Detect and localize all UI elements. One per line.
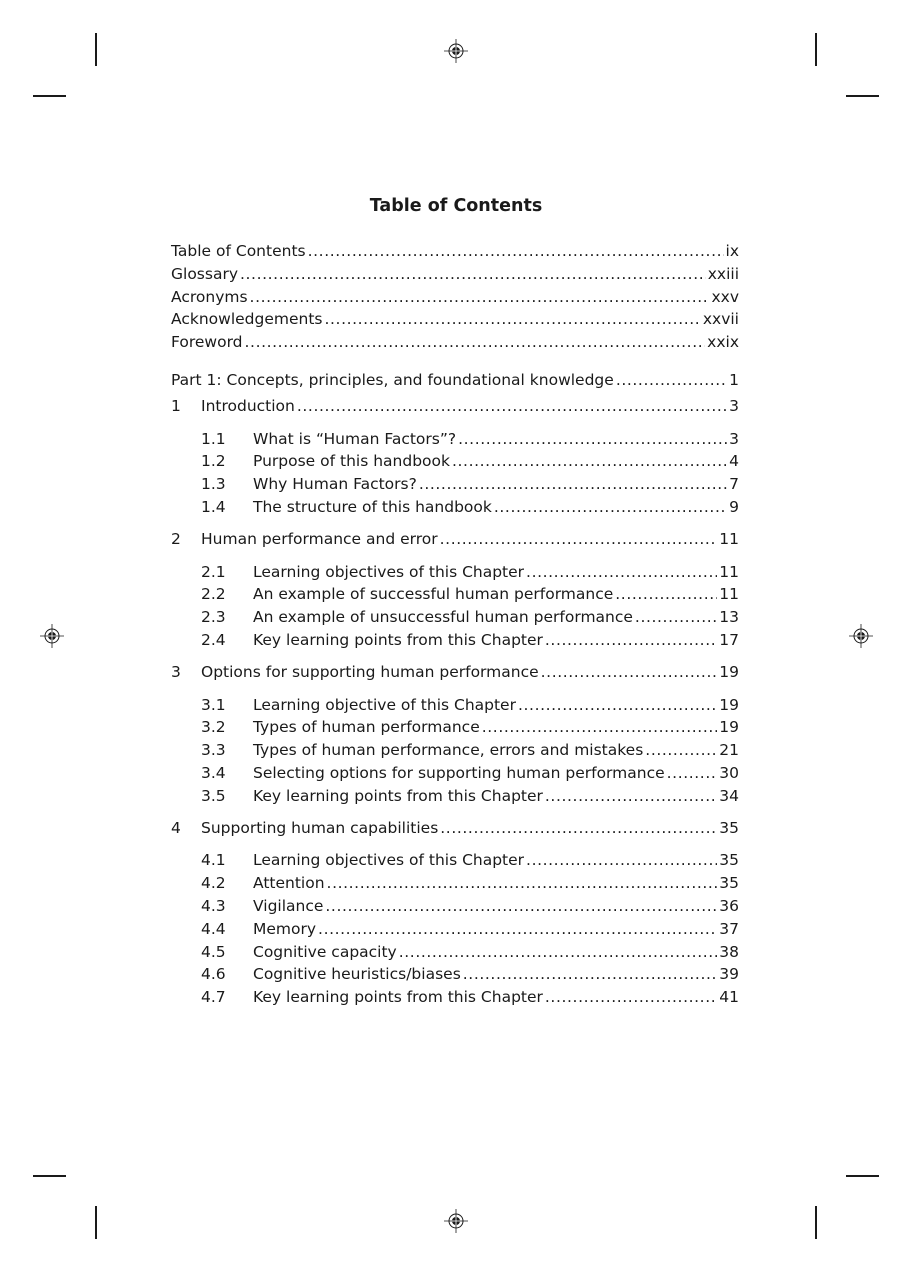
toc-entry-label: Learning objectives of this Chapter (253, 562, 525, 581)
toc-section-entry[interactable] (171, 716, 739, 739)
toc-entry-label: Foreword (171, 333, 243, 352)
leader-dots (545, 986, 717, 1009)
leader-dots (545, 629, 717, 652)
toc-entry-label: Types of human performance, errors and mistakes (253, 741, 644, 760)
toc-entry-label: The structure of this handbook (253, 497, 492, 516)
toc-section-entry[interactable] (171, 849, 739, 872)
toc-entry-label: Why Human Factors? (253, 475, 417, 494)
section-number: 1.2 (201, 452, 226, 471)
toc-section-entry[interactable] (171, 694, 739, 717)
crop-mark (33, 95, 66, 97)
toc-entry-page: 30 (719, 763, 739, 782)
toc-entry-page: 38 (719, 942, 739, 961)
toc-entry-label: An example of unsuccessful human performance (253, 608, 633, 627)
section-number: 4.1 (201, 851, 226, 870)
section-number: 3.1 (201, 695, 226, 714)
toc-section-entry[interactable] (171, 785, 739, 808)
toc-section-entry[interactable] (171, 986, 739, 1009)
leader-dots (440, 528, 718, 551)
section-number: 4.5 (201, 942, 226, 961)
leader-dots (645, 739, 717, 762)
toc-entry-page: 3 (729, 396, 739, 415)
front-matter-list (171, 240, 739, 354)
section-number: 1.4 (201, 497, 226, 516)
section-number: 1.1 (201, 429, 226, 448)
section-number: 3.4 (201, 763, 226, 782)
toc-entry-page: 11 (719, 562, 739, 581)
chapter-number: 2 (171, 529, 181, 548)
leader-dots (545, 785, 717, 808)
toc-entry-page: 36 (719, 896, 739, 915)
toc-entry-page: 11 (719, 585, 739, 604)
toc-entry-label: What is “Human Factors”? (253, 429, 457, 448)
section-number: 3.5 (201, 786, 226, 805)
toc-entry-page: 19 (719, 718, 739, 737)
toc-section-entry[interactable] (171, 606, 739, 629)
leader-dots (526, 561, 717, 584)
toc-section-entry[interactable] (171, 918, 739, 941)
toc-section-entry[interactable] (171, 872, 739, 895)
toc-entry-label: Cognitive capacity (253, 942, 397, 961)
crop-mark (846, 1175, 879, 1177)
toc-entry-page: 17 (719, 630, 739, 649)
toc-entry[interactable] (171, 263, 739, 286)
table-of-contents (171, 240, 739, 1009)
toc-entry-label: Types of human performance (253, 718, 480, 737)
section-number: 4.2 (201, 874, 226, 893)
toc-entry-label: Glossary (171, 264, 238, 283)
section-number: 1.3 (201, 475, 226, 494)
toc-entry-label: Cognitive heuristics/biases (253, 965, 461, 984)
section-number: 2.2 (201, 585, 226, 604)
toc-entry-page: 4 (729, 452, 739, 471)
toc-entry-label: Options for supporting human performance (201, 662, 539, 681)
toc-section-entry[interactable] (171, 450, 739, 473)
crop-mark (815, 33, 817, 66)
page-title: Table of Contents (369, 196, 543, 216)
leader-dots (463, 963, 717, 986)
leader-dots (616, 369, 727, 392)
toc-entry[interactable] (171, 286, 739, 309)
toc-entry-page: xxvii (702, 310, 739, 329)
leader-dots (327, 872, 718, 895)
section-number: 2.3 (201, 608, 226, 627)
leader-dots (541, 661, 718, 684)
chapter-number: 1 (171, 396, 181, 415)
registration-mark-icon (40, 624, 64, 648)
toc-entry-label: Learning objective of this Chapter (253, 695, 516, 714)
toc-entry-page: ix (725, 242, 739, 260)
toc-entry-page: 19 (719, 662, 739, 681)
leader-dots (526, 849, 717, 872)
leader-dots (297, 395, 727, 418)
leader-dots (308, 240, 724, 263)
toc-section-entry[interactable] (171, 963, 739, 986)
leader-dots (635, 606, 717, 629)
leader-dots (452, 450, 727, 473)
crop-mark (95, 1206, 97, 1239)
toc-entry-page: 21 (719, 741, 739, 760)
toc-entry-page: 9 (729, 497, 739, 516)
leader-dots (325, 895, 717, 918)
leader-dots (399, 941, 718, 964)
toc-entry-page: 1 (729, 370, 739, 389)
toc-entry-page: xxiii (707, 264, 739, 283)
toc-section-entry[interactable] (171, 629, 739, 652)
crop-mark (846, 95, 879, 97)
toc-entry-label: Vigilance (253, 896, 324, 915)
leader-dots (518, 694, 717, 717)
toc-entry-label: Part 1: Concepts, principles, and foundational knowledge (171, 370, 614, 389)
toc-section-entry[interactable] (171, 583, 739, 606)
toc-section-entry[interactable] (171, 895, 739, 918)
toc-entry-label: Learning objectives of this Chapter (253, 851, 525, 870)
leader-dots (494, 496, 727, 519)
toc-entry-page: 19 (719, 695, 739, 714)
registration-mark-icon (849, 624, 873, 648)
leader-dots (440, 817, 717, 840)
leader-dots (458, 428, 727, 451)
leader-dots (250, 286, 710, 309)
toc-entry[interactable] (171, 240, 739, 263)
toc-entry-page: 13 (719, 608, 739, 627)
toc-entry-page: xxv (711, 287, 739, 306)
toc-entry-page: 11 (719, 529, 739, 548)
toc-entry-page: 39 (719, 965, 739, 984)
toc-entry-label: Acronyms (171, 287, 248, 306)
toc-entry-label: An example of successful human performance (253, 585, 614, 604)
toc-entry-label: Table of Contents (171, 242, 306, 260)
toc-entry-page: 35 (719, 818, 739, 837)
leader-dots (482, 716, 718, 739)
toc-entry-page: 35 (719, 874, 739, 893)
leader-dots (245, 331, 706, 354)
toc-entry-label: Introduction (201, 396, 295, 415)
toc-section-entry[interactable] (171, 428, 739, 451)
toc-entry-label: Supporting human capabilities (201, 818, 439, 837)
toc-part-entry[interactable] (171, 369, 739, 392)
toc-entry-label: Memory (253, 919, 317, 938)
chapter-number: 3 (171, 662, 181, 681)
leader-dots (324, 308, 700, 331)
toc-entry-page: 7 (729, 475, 739, 494)
toc-entry[interactable] (171, 308, 739, 331)
toc-entry-page: 37 (719, 919, 739, 938)
toc-entry-page: 41 (719, 988, 739, 1007)
toc-section-entry[interactable] (171, 739, 739, 762)
toc-section-entry[interactable] (171, 496, 739, 519)
toc-entry-page: 3 (729, 429, 739, 448)
leader-dots (419, 473, 727, 496)
toc-section-entry[interactable] (171, 473, 739, 496)
toc-entry-label: Human performance and error (201, 529, 438, 548)
section-number: 2.1 (201, 562, 226, 581)
toc-entry-page: 34 (719, 786, 739, 805)
crop-mark (33, 1175, 66, 1177)
section-number: 3.2 (201, 718, 226, 737)
toc-section-entry[interactable] (171, 561, 739, 584)
section-number: 4.3 (201, 896, 226, 915)
toc-entry-label: Attention (253, 874, 325, 893)
chapter-number: 4 (171, 818, 181, 837)
toc-entry-page: xxix (707, 333, 739, 352)
toc-entry[interactable] (171, 331, 739, 354)
toc-entry-label: Key learning points from this Chapter (253, 630, 543, 649)
leader-dots (667, 762, 718, 785)
toc-entry-label: Purpose of this handbook (253, 452, 450, 471)
leader-dots (318, 918, 717, 941)
crop-mark (95, 33, 97, 66)
section-number: 2.4 (201, 630, 226, 649)
section-number: 4.6 (201, 965, 226, 984)
toc-chapter-entry[interactable] (171, 817, 739, 840)
toc-entry-label: Key learning points from this Chapter (253, 786, 543, 805)
registration-mark-icon (444, 1209, 468, 1233)
toc-chapter-entry[interactable] (171, 661, 739, 684)
toc-section-entry[interactable] (171, 762, 739, 785)
section-number: 4.4 (201, 919, 226, 938)
toc-chapter-entry[interactable] (171, 395, 739, 418)
section-number: 4.7 (201, 988, 226, 1007)
toc-section-entry[interactable] (171, 941, 739, 964)
leader-dots (240, 263, 706, 286)
toc-entry-page: 35 (719, 851, 739, 870)
toc-entry-label: Selecting options for supporting human performance (253, 763, 665, 782)
toc-entry-label: Acknowledgements (171, 310, 323, 329)
registration-mark-icon (444, 39, 468, 63)
section-number: 3.3 (201, 741, 226, 760)
crop-mark (815, 1206, 817, 1239)
toc-entry-label: Key learning points from this Chapter (253, 988, 543, 1007)
leader-dots (615, 583, 717, 606)
toc-chapter-entry[interactable] (171, 528, 739, 551)
